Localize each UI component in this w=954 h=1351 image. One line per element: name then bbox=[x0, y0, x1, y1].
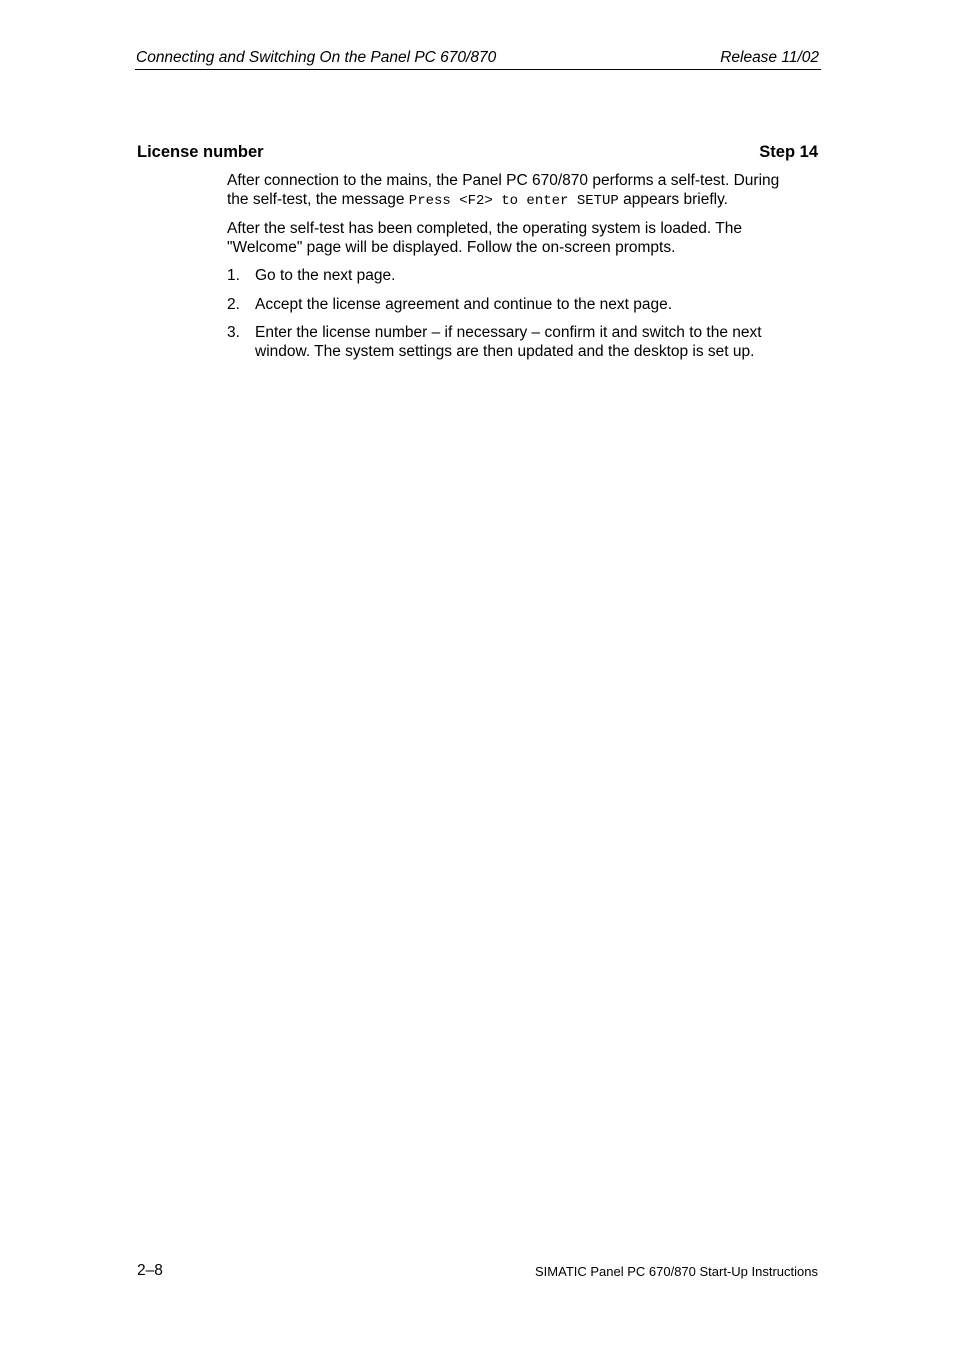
list-item-text: Enter the license number – if necessary – confirm it and switch to the next window. The system settings are then updated and the desktop is set up. bbox=[255, 324, 762, 360]
body-content bbox=[227, 172, 797, 371]
header-release: Release 11/02 bbox=[720, 49, 819, 66]
paragraph-self-test-text: After connection to the mains, the Panel PC 670/870 performs a self-test. During the self-test, the message bbox=[227, 172, 780, 208]
list-item-text: Accept the license agreement and continue to the next page. bbox=[255, 295, 673, 313]
section-step: Step 14 bbox=[759, 143, 818, 161]
paragraph-self-test-text-end: appears briefly. bbox=[623, 190, 728, 208]
list-item-number: 2. bbox=[227, 295, 240, 313]
section-title: License number bbox=[137, 143, 264, 161]
list-item-number: 1. bbox=[227, 267, 240, 284]
paragraph-self-test bbox=[227, 172, 797, 210]
footer-document-title: SIMATIC Panel PC 670/870 Start-Up Instructions bbox=[535, 1264, 818, 1279]
paragraph-os-loaded: After the self-test has been completed, the operating system is loaded. The "Welcome" page will be displayed. Follow the on-screen prompts. bbox=[227, 220, 742, 256]
header-title: Connecting and Switching On the Panel PC 670/870 bbox=[136, 49, 497, 66]
list-item bbox=[227, 267, 797, 286]
list-item bbox=[227, 324, 797, 361]
list-item bbox=[227, 296, 797, 315]
list-item-text: Go to the next page. bbox=[255, 267, 396, 284]
page-header bbox=[135, 48, 821, 70]
page-number: 2–8 bbox=[137, 1262, 163, 1279]
steps-list bbox=[227, 267, 797, 361]
setup-message-code: Press <F2> to enter SETUP bbox=[408, 192, 619, 209]
list-item-number: 3. bbox=[227, 324, 240, 341]
